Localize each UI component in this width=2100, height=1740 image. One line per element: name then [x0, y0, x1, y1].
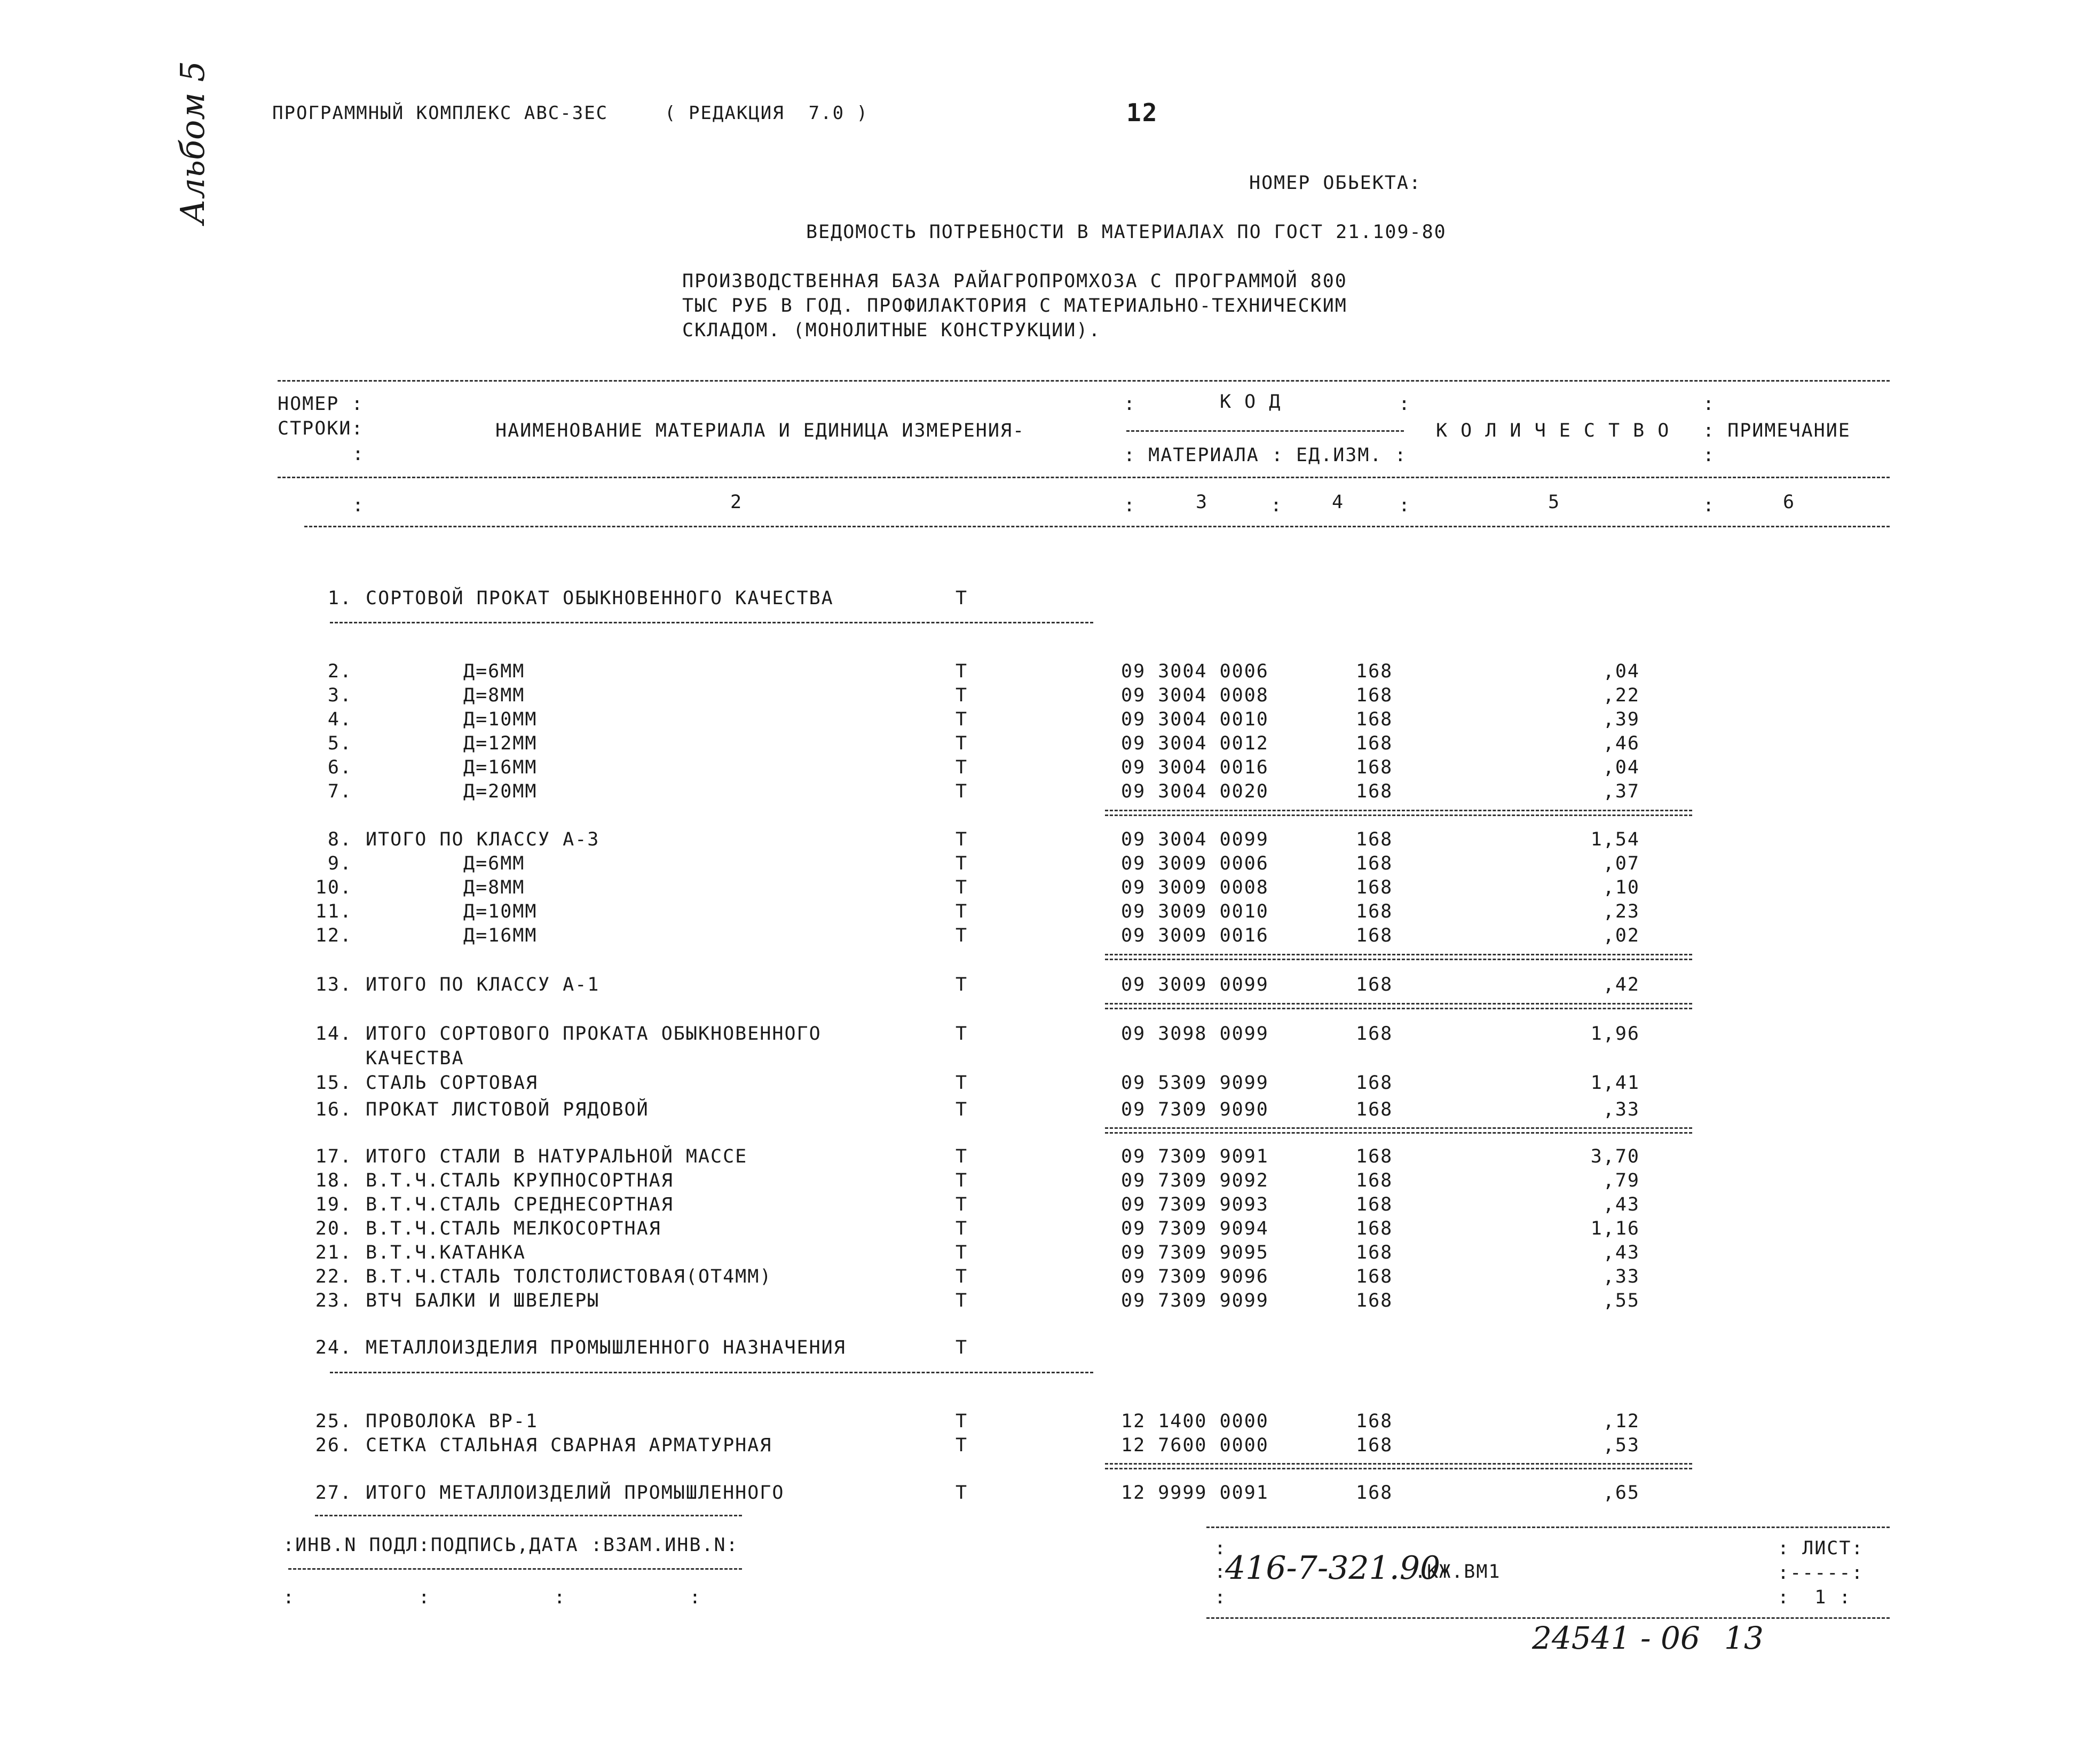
row-name: МЕТАЛЛОИЗДЕЛИЯ ПРОМЫШЛЕННОГО НАЗНАЧЕНИЯ: [366, 1337, 846, 1358]
row-number: 18.: [315, 1170, 352, 1191]
header-colon: :: [1124, 393, 1136, 415]
column-number-3: 3: [1196, 492, 1209, 513]
description-line-2: ТЫС РУБ В ГОД. ПРОФИЛАКТОРИЯ С МАТЕРИАЛЬНО-ТЕХНИЧЕСКИМ: [682, 295, 1347, 317]
row-name: ИТОГО МЕТАЛЛОИЗДЕЛИЙ ПРОМЫШЛЕННОГО: [366, 1482, 785, 1504]
row-unit-code: 168: [1356, 877, 1393, 898]
row-unit: Т: [956, 1337, 968, 1358]
row-name: ИТОГО СОРТОВОГО ПРОКАТА ОБЫКНОВЕННОГО: [366, 1023, 822, 1045]
row-quantity: ,42: [1602, 974, 1640, 995]
column-separator: :: [1270, 495, 1283, 516]
header-row-number-2: СТРОКИ:: [278, 418, 364, 439]
row-quantity: ,22: [1602, 685, 1640, 706]
doc-colon: :: [1214, 1538, 1227, 1559]
column-separator: :: [1124, 495, 1136, 516]
row-number: 24.: [315, 1337, 352, 1358]
header-row-number-1: НОМЕР :: [278, 393, 364, 415]
header-colon: :: [1399, 393, 1411, 415]
column-number-2: 2: [730, 492, 743, 513]
object-number-label: НОМЕР ОБЬЕКТА:: [1249, 172, 1422, 194]
row-quantity: ,55: [1602, 1290, 1640, 1311]
row-code: 09 7309 9095: [1121, 1242, 1269, 1263]
row-name: Д=16ММ: [463, 925, 538, 946]
row-quantity: ,79: [1602, 1170, 1640, 1191]
row-quantity: ,65: [1602, 1482, 1640, 1504]
row-quantity: ,43: [1602, 1194, 1640, 1215]
row-unit: Т: [956, 1435, 968, 1456]
row-unit-code: 168: [1356, 1290, 1393, 1311]
row-quantity: ,12: [1602, 1411, 1640, 1432]
row-unit: Т: [956, 757, 968, 778]
row-name: СЕТКА СТАЛЬНАЯ СВАРНАЯ АРМАТУРНАЯ: [366, 1435, 772, 1456]
row-unit: Т: [956, 1242, 968, 1263]
sheet-rule: :-----:: [1778, 1562, 1864, 1584]
row-unit-code: 168: [1356, 1218, 1393, 1239]
row-number: 2.: [327, 661, 352, 682]
row-name: В.Т.Ч.СТАЛЬ МЕЛКОСОРТНАЯ: [366, 1218, 661, 1239]
row-number: 6.: [327, 757, 352, 778]
header-bottom-rule: [304, 526, 1890, 527]
row-unit: Т: [956, 1099, 968, 1120]
row-code: 09 3004 0010: [1121, 709, 1269, 730]
row-unit-code: 168: [1356, 1099, 1393, 1120]
section-rule: [330, 1372, 1093, 1373]
stamp-labels: :ИНВ.N ПОДЛ:ПОДПИСЬ,ДАТА :ВЗАМ.ИНВ.N:: [283, 1535, 739, 1556]
sheet-value: : 1 :: [1778, 1587, 1852, 1608]
row-name: ИТОГО СТАЛИ В НАТУРАЛЬНОЙ МАССЕ: [366, 1146, 748, 1167]
row-code: 12 7600 0000: [1121, 1435, 1269, 1456]
program-edition: ( РЕДАКЦИЯ 7.0 ): [665, 102, 869, 124]
row-unit: Т: [956, 829, 968, 850]
row-unit: Т: [956, 1218, 968, 1239]
row-unit-code: 168: [1356, 661, 1393, 682]
row-unit-code: 168: [1356, 1482, 1393, 1504]
doc-code-suffix: .КЖ.ВМ1: [1415, 1561, 1501, 1583]
row-name: Д=10ММ: [463, 709, 538, 730]
row-number: 1.: [327, 588, 352, 609]
row-code: 12 9999 0091: [1121, 1482, 1269, 1504]
row-name: Д=8ММ: [463, 685, 525, 706]
row-number: 9.: [327, 853, 352, 874]
column-separator: :: [1399, 495, 1411, 516]
row-unit: Т: [956, 974, 968, 995]
row-name: В.Т.Ч.КАТАНКА: [366, 1242, 526, 1263]
doc-colon: :: [1214, 1587, 1227, 1608]
row-name: Д=10ММ: [463, 901, 538, 922]
section-rule: [330, 622, 1093, 623]
row-unit: Т: [956, 877, 968, 898]
column-number-6: 6: [1783, 492, 1796, 513]
sheet-label: : ЛИСТ:: [1778, 1538, 1864, 1559]
subtotal-rule: [1105, 810, 1692, 816]
header-code-rule: [1126, 430, 1404, 432]
row-name: Д=20ММ: [463, 781, 538, 802]
row-unit-code: 168: [1356, 1435, 1393, 1456]
row-unit: Т: [956, 1072, 968, 1094]
row-unit: Т: [956, 781, 968, 802]
row-quantity: ,07: [1602, 853, 1640, 874]
row-code: 09 7309 9094: [1121, 1218, 1269, 1239]
row-number: 12.: [315, 925, 352, 946]
stamp-colons: : : : :: [283, 1587, 702, 1608]
row-number: 10.: [315, 877, 352, 898]
row-name: Д=6ММ: [463, 661, 525, 682]
column-number-4: 4: [1332, 492, 1345, 513]
row-unit-code: 168: [1356, 974, 1393, 995]
row-number: 7.: [327, 781, 352, 802]
row-quantity: 1,16: [1590, 1218, 1640, 1239]
row-unit: Т: [956, 853, 968, 874]
header-colon: :: [1703, 393, 1716, 415]
row-unit-code: 168: [1356, 1266, 1393, 1287]
row-unit: Т: [956, 901, 968, 922]
header-code: К О Д: [1220, 391, 1282, 413]
row-unit: Т: [956, 1170, 968, 1191]
column-separator: :: [1703, 495, 1716, 516]
row-quantity: ,33: [1602, 1099, 1640, 1120]
row-name: ПРОКАТ ЛИСТОВОЙ РЯДОВОЙ: [366, 1099, 649, 1120]
subtotal-rule: [1105, 1463, 1692, 1469]
row-code: 09 3009 0010: [1121, 901, 1269, 922]
header-top-rule: [278, 380, 1890, 382]
row-code: 09 3004 0016: [1121, 757, 1269, 778]
row-unit-code: 168: [1356, 901, 1393, 922]
row-number: 16.: [315, 1099, 352, 1120]
page-number: 12: [1126, 98, 1158, 127]
row-unit-code: 168: [1356, 829, 1393, 850]
row-quantity: ,43: [1602, 1242, 1640, 1263]
row-number: 5.: [327, 733, 352, 754]
row-quantity: ,46: [1602, 733, 1640, 754]
row-code: 09 3004 0012: [1121, 733, 1269, 754]
row-code: 09 3009 0006: [1121, 853, 1269, 874]
row-quantity: ,02: [1602, 925, 1640, 946]
row-number: 4.: [327, 709, 352, 730]
inventory-page: 13: [1724, 1620, 1764, 1656]
row-name: В.Т.Ч.СТАЛЬ ТОЛСТОЛИСТОВАЯ(ОТ4ММ): [366, 1266, 772, 1287]
row-unit-code: 168: [1356, 1170, 1393, 1191]
row-number: 26.: [315, 1435, 352, 1456]
row-code: 09 3004 0006: [1121, 661, 1269, 682]
row-unit: Т: [956, 1023, 968, 1045]
row-unit: Т: [956, 1290, 968, 1311]
row-quantity: ,23: [1602, 901, 1640, 922]
row-unit-code: 168: [1356, 853, 1393, 874]
row-unit-code: 168: [1356, 685, 1393, 706]
row-quantity: ,10: [1602, 877, 1640, 898]
row-code: 09 7309 9092: [1121, 1170, 1269, 1191]
row-unit-code: 168: [1356, 1146, 1393, 1167]
row-name: ИТОГО ПО КЛАССУ А-1: [366, 974, 600, 995]
program-name: ПРОГРАММНЫЙ КОМПЛЕКС АВС-3ЕС: [272, 102, 609, 124]
row-unit-code: 168: [1356, 733, 1393, 754]
row-number: 27.: [315, 1482, 352, 1504]
row-quantity: 3,70: [1590, 1146, 1640, 1167]
header-quantity: К О Л И Ч Е С Т В О: [1436, 420, 1670, 441]
row-number: 21.: [315, 1242, 352, 1263]
column-number-1: :: [352, 495, 365, 516]
row-unit-code: 168: [1356, 925, 1393, 946]
row-unit-code: 168: [1356, 1194, 1393, 1215]
row-quantity: 1,41: [1590, 1072, 1640, 1094]
row-name: ПРОВОЛОКА ВР-1: [366, 1411, 539, 1432]
row-quantity: ,04: [1602, 661, 1640, 682]
row-unit: Т: [956, 685, 968, 706]
row-code: 09 3004 0008: [1121, 685, 1269, 706]
row-unit: Т: [956, 709, 968, 730]
row-unit-code: 168: [1356, 709, 1393, 730]
row-unit: Т: [956, 588, 968, 609]
row-unit-code: 168: [1356, 757, 1393, 778]
row-name: ИТОГО ПО КЛАССУ А-3: [366, 829, 600, 850]
subtotal-rule: [1105, 1127, 1692, 1134]
row-unit-code: 168: [1356, 1023, 1393, 1045]
header-note: : ПРИМЕЧАНИЕ: [1703, 420, 1851, 441]
row-number: 13.: [315, 974, 352, 995]
description-line-1: ПРОИЗВОДСТВЕННАЯ БАЗА РАЙАГРОПРОМХОЗА С ПРОГРАММОЙ 800: [682, 271, 1347, 292]
row-unit: Т: [956, 733, 968, 754]
row-quantity: ,53: [1602, 1435, 1640, 1456]
subtotal-rule: [1105, 1003, 1692, 1009]
row-number: 14.: [315, 1023, 352, 1045]
row-number: 15.: [315, 1072, 352, 1094]
row-number: 3.: [327, 685, 352, 706]
subtotal-rule: [1105, 954, 1692, 960]
row-code: 09 7309 9099: [1121, 1290, 1269, 1311]
row-unit-code: 168: [1356, 1411, 1393, 1432]
header-colon: :: [1703, 445, 1716, 466]
row-quantity: 1,96: [1590, 1023, 1640, 1045]
row-number: 11.: [315, 901, 352, 922]
row-number: 20.: [315, 1218, 352, 1239]
row-number: 22.: [315, 1266, 352, 1287]
row-unit-code: 168: [1356, 1072, 1393, 1094]
row-name-continued: КАЧЕСТВА: [366, 1048, 464, 1069]
row-number: 23.: [315, 1290, 352, 1311]
header-name: НАИМЕНОВАНИЕ МАТЕРИАЛА И ЕДИНИЦА ИЗМЕРЕНИЯ-: [495, 420, 1025, 441]
album-margin-note: Альбом 5: [173, 61, 212, 224]
row-quantity: 1,54: [1590, 829, 1640, 850]
row-unit: Т: [956, 925, 968, 946]
row-quantity: ,04: [1602, 757, 1640, 778]
stamp-top-rule: [315, 1515, 742, 1516]
row-number: 8.: [327, 829, 352, 850]
statement-title: ВЕДОМОСТЬ ПОТРЕБНОСТИ В МАТЕРИАЛАХ ПО ГОСТ 21.109-80: [806, 222, 1447, 243]
header-code-material: : МАТЕРИАЛА : ЕД.ИЗМ. :: [1124, 445, 1407, 466]
row-unit: Т: [956, 1146, 968, 1167]
column-number-5: 5: [1548, 492, 1561, 513]
row-code: 09 5309 9099: [1121, 1072, 1269, 1094]
row-code: 09 3009 0016: [1121, 925, 1269, 946]
row-name: ВТЧ БАЛКИ И ШВЕЛЕРЫ: [366, 1290, 600, 1311]
row-unit-code: 168: [1356, 1242, 1393, 1263]
row-name: В.Т.Ч.СТАЛЬ КРУПНОСОРТНАЯ: [366, 1170, 674, 1191]
row-code: 09 7309 9096: [1121, 1266, 1269, 1287]
row-unit: Т: [956, 1266, 968, 1287]
header-mid-rule: [278, 477, 1890, 478]
header-row-number-3: :: [352, 444, 365, 465]
row-name: Д=6ММ: [463, 853, 525, 874]
row-code: 09 3004 0020: [1121, 781, 1269, 802]
row-unit-code: 168: [1356, 781, 1393, 802]
row-number: 19.: [315, 1194, 352, 1215]
inventory-number: 24541 - 06: [1532, 1620, 1700, 1656]
row-name: Д=16ММ: [463, 757, 538, 778]
row-code: 09 3004 0099: [1121, 829, 1269, 850]
row-code: 09 7309 9091: [1121, 1146, 1269, 1167]
row-unit: Т: [956, 661, 968, 682]
description-line-3: СКЛАДОМ. (МОНОЛИТНЫЕ КОНСТРУКЦИИ).: [682, 320, 1101, 341]
doc-code: 416-7-321.90: [1225, 1549, 1441, 1587]
row-code: 09 3009 0008: [1121, 877, 1269, 898]
row-quantity: ,39: [1602, 709, 1640, 730]
row-number: 17.: [315, 1146, 352, 1167]
row-code: 09 3098 0099: [1121, 1023, 1269, 1045]
stamp-mid-rule: [288, 1568, 742, 1570]
row-unit: Т: [956, 1482, 968, 1504]
row-code: 09 7309 9090: [1121, 1099, 1269, 1120]
row-code: 12 1400 0000: [1121, 1411, 1269, 1432]
title-block-top-rule: [1206, 1527, 1890, 1528]
row-quantity: ,33: [1602, 1266, 1640, 1287]
row-code: 09 3009 0099: [1121, 974, 1269, 995]
row-name: СТАЛЬ СОРТОВАЯ: [366, 1072, 539, 1094]
row-name: Д=8ММ: [463, 877, 525, 898]
row-unit: Т: [956, 1411, 968, 1432]
row-code: 09 7309 9093: [1121, 1194, 1269, 1215]
doc-code-prefix: :: [1214, 1561, 1227, 1583]
title-block-bottom-rule: [1206, 1617, 1890, 1619]
row-quantity: ,37: [1602, 781, 1640, 802]
row-unit: Т: [956, 1194, 968, 1215]
row-name: Д=12ММ: [463, 733, 538, 754]
row-name: СОРТОВОЙ ПРОКАТ ОБЫКНОВЕННОГО КАЧЕСТВА: [366, 588, 834, 609]
row-name: В.Т.Ч.СТАЛЬ СРЕДНЕСОРТНАЯ: [366, 1194, 674, 1215]
row-number: 25.: [315, 1411, 352, 1432]
